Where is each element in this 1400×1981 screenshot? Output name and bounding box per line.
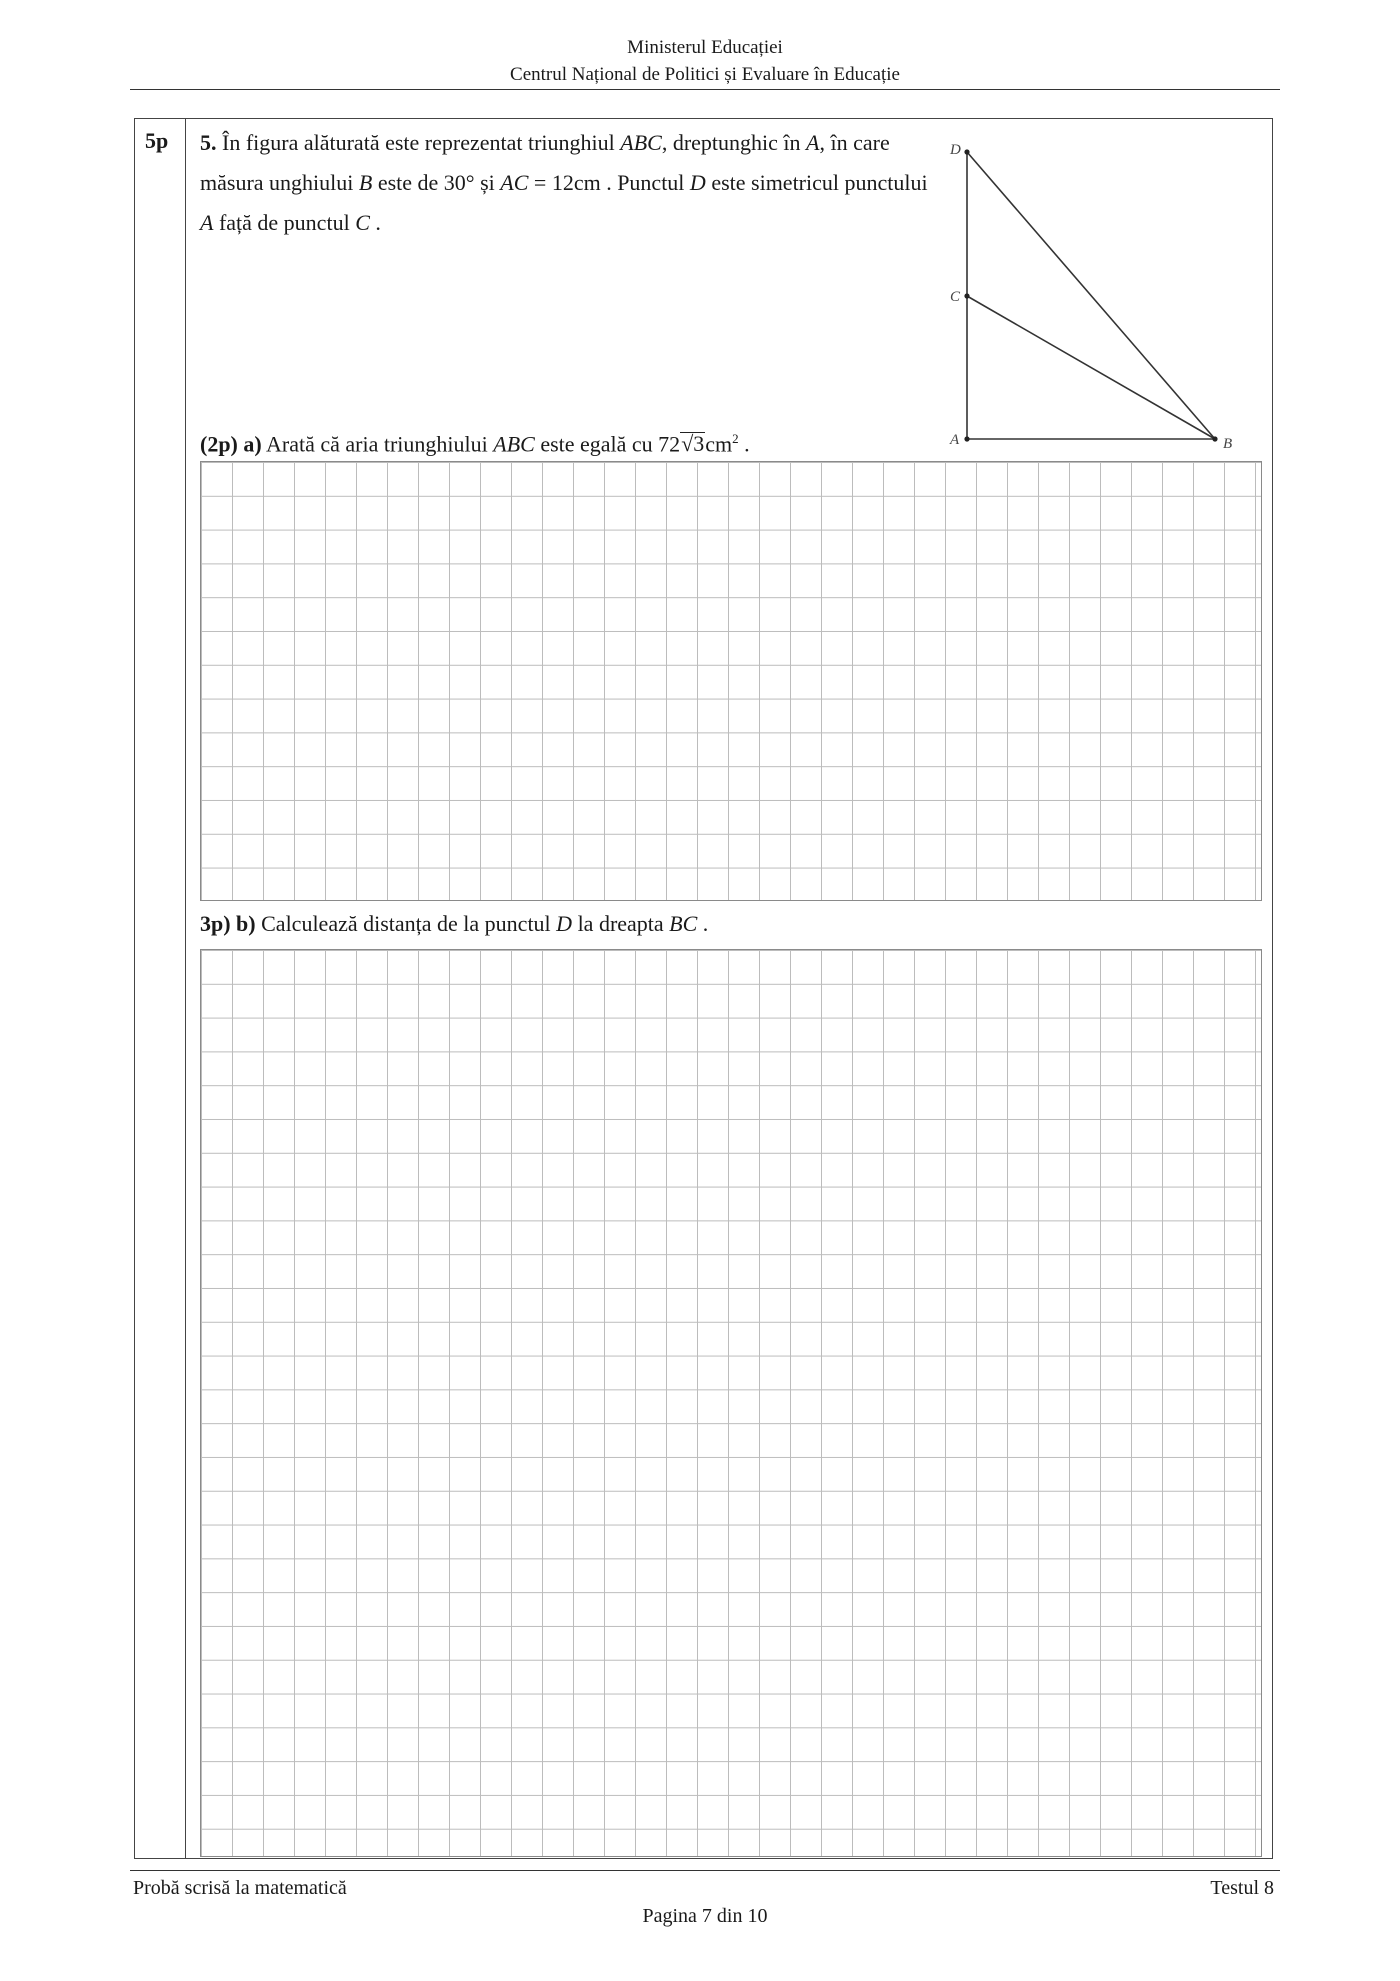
segment-db bbox=[967, 152, 1215, 439]
math-abc: ABC bbox=[493, 431, 535, 457]
part-b-question bbox=[200, 909, 708, 939]
problem-statement bbox=[200, 123, 930, 243]
header-center: Centrul Național de Politici și Evaluare în Educație bbox=[510, 64, 900, 85]
points-column bbox=[134, 118, 186, 1859]
part-a-points: (2p) a) bbox=[200, 431, 262, 457]
math-bc: BC bbox=[669, 911, 698, 936]
part-b-text: la dreapta bbox=[572, 911, 670, 936]
math-b: B bbox=[358, 170, 373, 195]
footer-test-number: Testul 8 bbox=[1210, 1877, 1274, 1899]
point-c bbox=[964, 293, 969, 298]
header-divider bbox=[130, 89, 1280, 90]
triangle-figure bbox=[945, 136, 1245, 456]
header-ministry: Ministerul Educației bbox=[627, 37, 783, 58]
answer-grid-b[interactable] bbox=[200, 949, 1262, 1857]
math-a: A bbox=[200, 210, 214, 235]
unit-text: cm bbox=[705, 431, 733, 457]
part-a-question bbox=[200, 424, 750, 459]
unit-exponent: 2 bbox=[732, 431, 739, 446]
point-d bbox=[964, 149, 969, 154]
label-d: D bbox=[950, 142, 961, 158]
problem-text: este simetricul punctului bbox=[705, 170, 928, 195]
point-a bbox=[964, 436, 969, 441]
label-a: A bbox=[950, 432, 960, 448]
math-ac: AC bbox=[500, 170, 529, 195]
math-d: D bbox=[556, 911, 573, 936]
problem-text: , în care măsura unghiului bbox=[200, 130, 890, 195]
math-d: D bbox=[689, 170, 706, 195]
problem-text: , dreptunghic în bbox=[661, 130, 807, 155]
problem-text: . bbox=[369, 210, 381, 235]
segment-cb bbox=[967, 296, 1215, 439]
math-a: A bbox=[806, 130, 820, 155]
problem-text: = 12cm . Punctul bbox=[528, 170, 690, 195]
part-a-text: . bbox=[738, 431, 750, 457]
label-c: C bbox=[950, 289, 961, 305]
page-header bbox=[130, 34, 1280, 88]
part-a-text: Arată că aria triunghiului bbox=[261, 431, 494, 457]
math-c: C bbox=[355, 210, 370, 235]
problem-text: față de punctul bbox=[213, 210, 356, 235]
math-abc: ABC bbox=[620, 130, 662, 155]
sqrt-symbol: √3 bbox=[681, 431, 705, 457]
problem-text: este de 30° și bbox=[372, 170, 501, 195]
points-label: 5p bbox=[145, 128, 169, 153]
part-b-text: . bbox=[697, 911, 709, 936]
problem-text: În figura alăturată este reprezentat triunghiul bbox=[216, 130, 621, 155]
part-a-text: este egală cu 72 bbox=[534, 431, 681, 457]
footer-exam-name: Probă scrisă la matematică bbox=[133, 1877, 347, 1899]
part-b-text: Calculează distanța de la punctul bbox=[255, 911, 557, 936]
sqrt-radicand: 3 bbox=[693, 431, 705, 457]
footer-page-number: Pagina 7 din 10 bbox=[642, 1905, 768, 1927]
footer-divider bbox=[130, 1870, 1280, 1871]
problem-number: 5. bbox=[200, 130, 217, 155]
part-b-points: 3p) b) bbox=[200, 911, 256, 936]
label-b: B bbox=[1223, 436, 1233, 452]
point-b bbox=[1212, 436, 1217, 441]
answer-grid-a[interactable] bbox=[200, 461, 1262, 901]
